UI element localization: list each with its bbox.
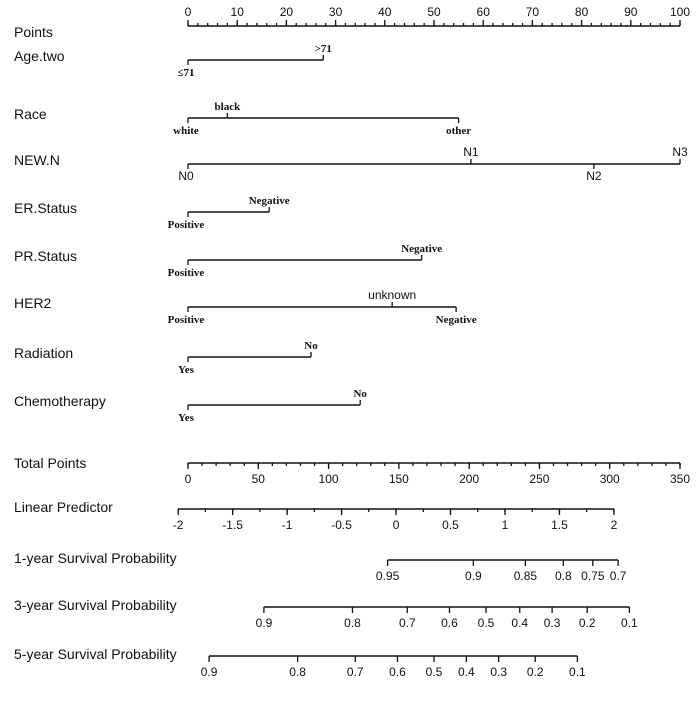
row-label: 5-year Survival Probability xyxy=(14,646,177,662)
level-label: other xyxy=(446,125,472,137)
row-label: 3-year Survival Probability xyxy=(14,597,177,613)
level-label: N1 xyxy=(463,145,479,159)
axes xyxy=(168,5,691,679)
points-tick-label: 80 xyxy=(574,5,589,19)
row-label: HER2 xyxy=(14,295,52,311)
survival-tick-label: 0.4 xyxy=(511,616,529,630)
survival-tick-label: 0.8 xyxy=(289,665,306,679)
row-label: Race xyxy=(14,106,47,122)
total-points-tick-label: 200 xyxy=(459,472,480,486)
survival-tick-label: 0.2 xyxy=(578,616,596,630)
level-label: No xyxy=(304,340,318,352)
points-tick-label: 50 xyxy=(427,5,441,19)
level-label: Positive xyxy=(167,314,205,326)
row-label: Total Points xyxy=(14,455,87,471)
points-tick-label: 100 xyxy=(669,5,691,19)
level-label: Positive xyxy=(167,267,205,279)
points-tick-label: 40 xyxy=(378,5,392,19)
level-label: Yes xyxy=(178,412,194,424)
survival-tick-label: 0.75 xyxy=(581,569,605,583)
points-tick-label: 60 xyxy=(476,5,490,19)
survival-tick-label: 0.7 xyxy=(609,569,627,583)
total-points-tick-label: 0 xyxy=(184,472,192,486)
level-label: Negative xyxy=(435,314,477,326)
total-points-tick-label: 50 xyxy=(251,472,265,486)
survival-tick-label: 0.6 xyxy=(389,665,406,679)
linear-predictor-tick-label: 0 xyxy=(392,518,400,532)
level-label: unknown xyxy=(368,288,417,302)
survival-tick-label: 0.9 xyxy=(465,569,482,583)
level-label: >71 xyxy=(314,43,332,55)
survival-tick-label: 0.4 xyxy=(457,665,475,679)
total-points-tick-label: 250 xyxy=(529,472,550,486)
survival-tick-label: 0.3 xyxy=(490,665,508,679)
linear-predictor-tick-label: 1.5 xyxy=(551,518,568,532)
survival-tick-label: 0.2 xyxy=(526,665,544,679)
row-label: NEW.N xyxy=(14,152,60,168)
survival-tick-label: 0.9 xyxy=(200,665,218,679)
linear-predictor-tick-label: -2 xyxy=(172,518,184,532)
survival-tick-label: 0.1 xyxy=(569,665,586,679)
level-label: N2 xyxy=(586,169,602,183)
points-tick-label: 70 xyxy=(525,5,540,19)
points-tick-label: 30 xyxy=(328,5,343,19)
survival-tick-label: 0.9 xyxy=(255,616,273,630)
points-tick-label: 20 xyxy=(279,5,294,19)
row-label: 1-year Survival Probability xyxy=(14,550,177,566)
level-label: Yes xyxy=(178,364,194,376)
survival-tick-label: 0.7 xyxy=(398,616,416,630)
row-labels xyxy=(14,24,177,662)
survival-tick-label: 0.5 xyxy=(477,616,495,630)
row-label: PR.Status xyxy=(14,248,78,264)
total-points-tick-label: 100 xyxy=(318,472,339,486)
level-label: black xyxy=(214,101,241,113)
survival-tick-label: 0.8 xyxy=(344,616,361,630)
row-label: Linear Predictor xyxy=(14,499,113,515)
points-tick-label: 0 xyxy=(184,5,192,19)
points-tick-label: 90 xyxy=(624,5,638,19)
survival-tick-label: 0.95 xyxy=(375,569,400,583)
linear-predictor-tick-label: 1 xyxy=(501,518,509,532)
points-tick-label: 10 xyxy=(230,5,244,19)
survival-tick-label: 0.6 xyxy=(441,616,458,630)
level-label: N3 xyxy=(672,145,688,159)
row-label: ER.Status xyxy=(14,200,78,216)
level-label: No xyxy=(353,388,367,400)
row-label: Chemotherapy xyxy=(14,393,106,409)
total-points-tick-label: 300 xyxy=(599,472,620,486)
total-points-tick-label: 350 xyxy=(669,472,691,486)
survival-tick-label: 0.3 xyxy=(543,616,561,630)
row-label: Age.two xyxy=(14,48,65,64)
level-label: Negative xyxy=(248,195,290,207)
linear-predictor-tick-label: -1 xyxy=(281,518,293,532)
row-label: Radiation xyxy=(14,345,74,361)
level-label: white xyxy=(173,125,199,137)
linear-predictor-tick-label: 0.5 xyxy=(442,518,459,532)
level-label: ≤71 xyxy=(177,67,195,79)
linear-predictor-tick-label: -1.5 xyxy=(222,518,243,532)
survival-tick-label: 0.85 xyxy=(513,569,538,583)
level-label: Negative xyxy=(401,243,443,255)
total-points-tick-label: 150 xyxy=(388,472,409,486)
linear-predictor-tick-label: 2 xyxy=(610,518,618,532)
linear-predictor-tick-label: -0.5 xyxy=(331,518,352,532)
row-label: Points xyxy=(14,24,53,40)
level-label: N0 xyxy=(178,169,194,183)
survival-tick-label: 0.1 xyxy=(621,616,638,630)
survival-tick-label: 0.5 xyxy=(425,665,443,679)
survival-tick-label: 0.7 xyxy=(346,665,364,679)
level-label: Positive xyxy=(167,219,205,231)
survival-tick-label: 0.8 xyxy=(554,569,572,583)
